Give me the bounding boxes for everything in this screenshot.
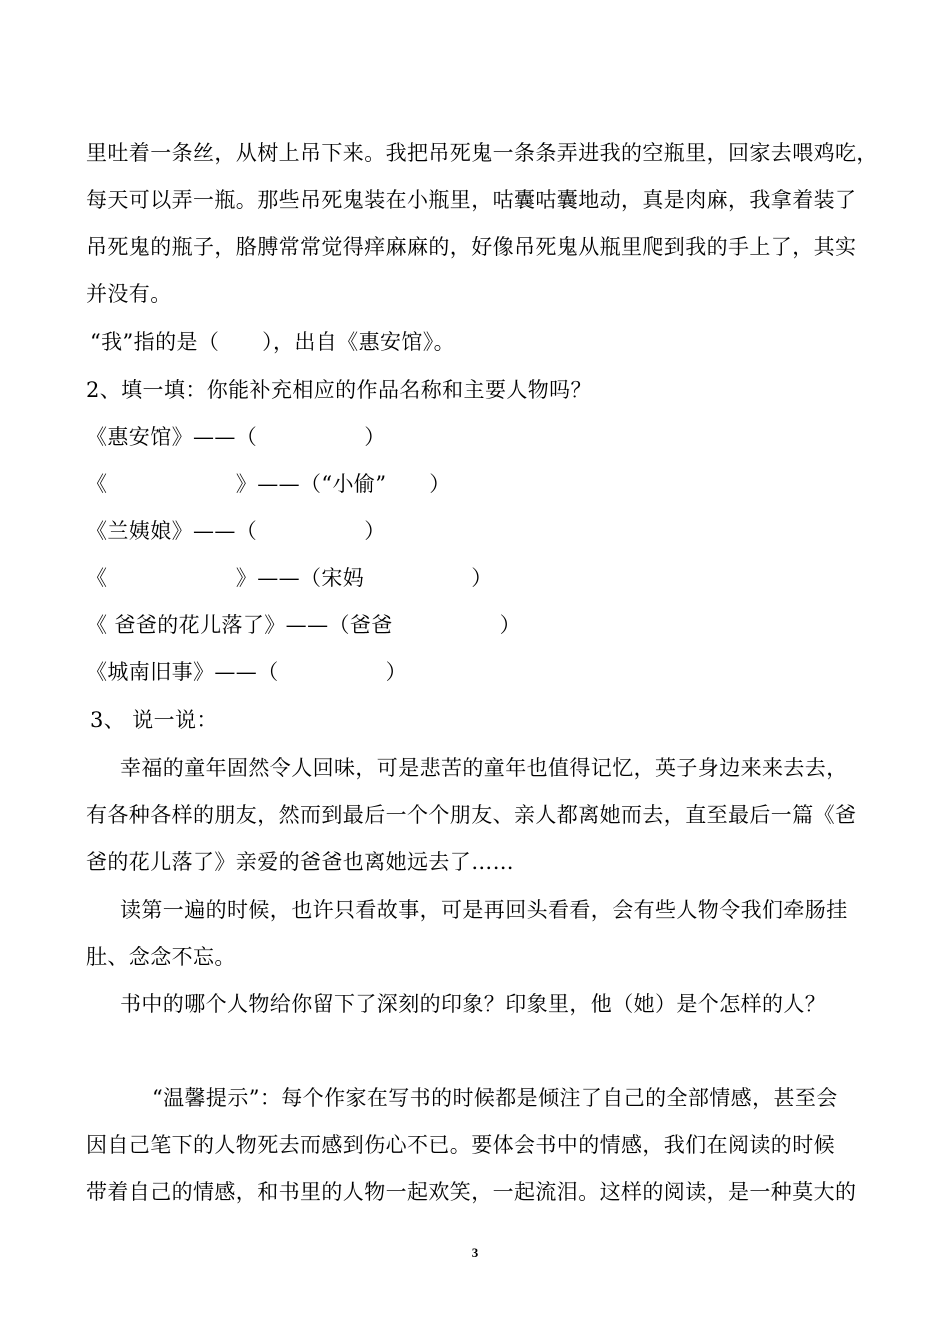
page-number: 3 (471, 1245, 479, 1260)
tip-line: 因自己笔下的人物死去而感到伤心不已。要体会书中的情感，我们在阅读的时候 (86, 1133, 835, 1157)
paragraph-line: 幸福的童年固然令人回味，可是悲苦的童年也值得记忆，英子身边来来去去， (120, 756, 848, 780)
passage-line: 吊死鬼的瓶子，胳膊常常觉得痒麻麻的，好像吊死鬼从瓶里爬到我的手上了，其实 (86, 235, 857, 259)
paragraph-line: 肚、念念不忘。 (86, 945, 236, 969)
fill-item: 《城南旧事》——（ ） (86, 660, 407, 684)
tip-line: 带着自己的情感，和书里的人物一起欢笑，一起流泪。这样的阅读，是一种莫大的 (86, 1180, 857, 1204)
passage-line: 并没有。 (86, 282, 172, 306)
paragraph-line: 有各种各样的朋友，然而到最后一个个朋友、亲人都离她而去，直至最后一篇《爸 (86, 803, 857, 827)
question-2-title: 2、填一填：你能补充相应的作品名称和主要人物吗？ (86, 378, 592, 402)
fill-item: 《 爸爸的花儿落了》——（爸爸 ） (86, 613, 522, 637)
passage-line: 每天可以弄一瓶。那些吊死鬼装在小瓶里，咕囊咕囊地动，真是肉麻，我拿着装了 (86, 188, 857, 212)
question-3-title: 3、 说一说： (90, 708, 218, 732)
fill-item: 《兰姨娘》——（ ） (86, 519, 386, 543)
fill-item: 《 》——（“小偷” ） (86, 472, 451, 496)
question-1-line: “我”指的是（ ），出自《惠安馆》。 (90, 330, 456, 354)
paragraph-line: 书中的哪个人物给你留下了深刻的印象？印象里，他（她）是个怎样的人？ (120, 992, 827, 1016)
paragraph-line: 爸的花儿落了》亲爱的爸爸也离她远去了…… (86, 850, 514, 874)
paragraph-line: 读第一遍的时候，也许只看故事，可是再回头看看，会有些人物令我们牵肠挂 (120, 898, 848, 922)
passage-line: 里吐着一条丝，从树上吊下来。我把吊死鬼一条条弄进我的空瓶里，回家去喂鸡吃， (86, 141, 878, 165)
fill-item: 《 》——（宋妈 ） (86, 566, 493, 590)
tip-line: “温馨提示”：每个作家在写书的时候都是倾注了自己的全部情感，甚至会 (152, 1086, 838, 1110)
fill-item: 《惠安馆》——（ ） (86, 425, 386, 449)
